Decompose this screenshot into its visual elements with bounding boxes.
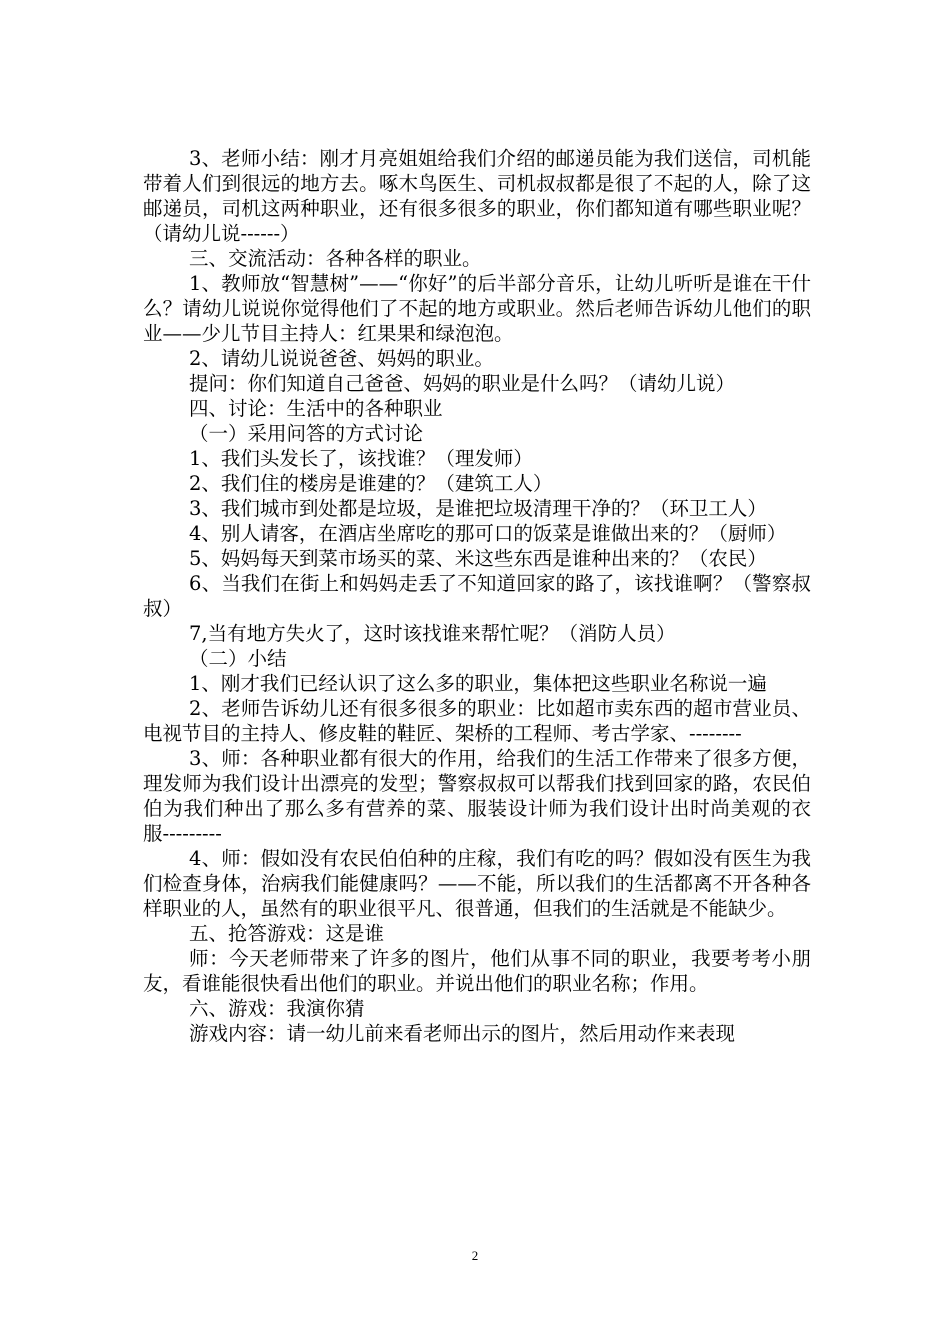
heading-section-four: 四、讨论：生活中的各种职业 — [189, 397, 443, 420]
paragraph-parents-jobs: 2、请幼儿说说爸爸、妈妈的职业。 — [189, 347, 494, 370]
heading-section-six: 六、游戏：我演你猜 — [189, 997, 365, 1020]
heading-section-three: 三、交流活动：各种各样的职业。 — [189, 247, 482, 270]
paragraph-teacher-summary: 3、老师小结：刚才月亮姐姐给我们介绍的邮递员能为我们送信，司机能带着人们到很远的地方去。啄木鸟医生、司机叔叔都是很了不起的人，除了这邮递员，司机这两种职业，还有很多很多的职业，你们都知道有哪些职业呢？（请幼儿说------） — [143, 147, 811, 245]
list-item-sanitation: 3、我们城市到处都是垃圾，是谁把垃圾清理干净的？（环卫工人） — [189, 497, 767, 520]
paragraph-summary-three: 3、师：各种职业都有很大的作用，给我们的生活工作带来了很多方便，理发师为我们设计出漂亮的发型；警察叔叔可以帮我们找到回家的路，农民伯伯为我们种出了那么多有营养的菜、服装设计师为我们设计出时尚美观的衣服--------- — [143, 747, 811, 845]
paragraph-quiz-game: 师：今天老师带来了许多的图片，他们从事不同的职业，我要考考小朋友，看谁能很快看出他们的职业。并说出他们的职业名称；作用。 — [143, 947, 811, 995]
subheading-qa-discussion: （一）采用问答的方式讨论 — [189, 422, 424, 445]
list-item-farmer: 5、妈妈每天到菜市场买的菜、米这些东西是谁种出来的？（农民） — [189, 547, 767, 570]
heading-section-five: 五、抢答游戏：这是谁 — [189, 922, 385, 945]
paragraph-music-activity: 1、教师放“智慧树”——“你好”的后半部分音乐，让幼儿听听是谁在干什么？请幼儿说说你觉得他们了不起的地方或职业。然后老师告诉幼儿他们的职业——少儿节目主持人：红果果和绿泡泡。 — [143, 272, 811, 345]
list-item-firefighter: 7,当有地方失火了，这时该找谁来帮忙呢？（消防人员） — [189, 622, 676, 645]
paragraph-summary-one: 1、刚才我们已经认识了这么多的职业，集体把这些职业名称说一遍 — [189, 672, 767, 695]
document-body — [143, 146, 811, 1046]
paragraph-summary-four: 4、师：假如没有农民伯伯种的庄稼，我们有吃的吗？假如没有医生为我们检查身体，治病我们能健康吗？——不能，所以我们的生活都离不开各种各样职业的人，虽然有的职业很平凡、很普通，但我们的生活就是不能缺少。 — [143, 847, 811, 920]
paragraph-game-content: 游戏内容：请一幼儿前来看老师出示的图片，然后用动作来表现 — [189, 1022, 736, 1045]
paragraph-question: 提问：你们知道自己爸爸、妈妈的职业是什么吗？（请幼儿说） — [189, 372, 736, 395]
list-item-police: 6、当我们在街上和妈妈走丢了不知道回家的路了，该找谁啊？（警察叔叔） — [143, 572, 811, 620]
list-item-chef: 4、别人请客，在酒店坐席吃的那可口的饭菜是谁做出来的？（厨师） — [189, 522, 787, 545]
paragraph-summary-two: 2、老师告诉幼儿还有很多很多的职业：比如超市卖东西的超市营业员、电视节目的主持人、修皮鞋的鞋匠、架桥的工程师、考古学家、-------- — [143, 697, 811, 745]
list-item-barber: 1、我们头发长了，该找谁？（理发师） — [189, 447, 533, 470]
page-number: 2 — [471, 1248, 479, 1263]
list-item-builder: 2、我们住的楼房是谁建的？（建筑工人） — [189, 472, 553, 495]
subheading-summary: （二）小结 — [189, 647, 287, 670]
